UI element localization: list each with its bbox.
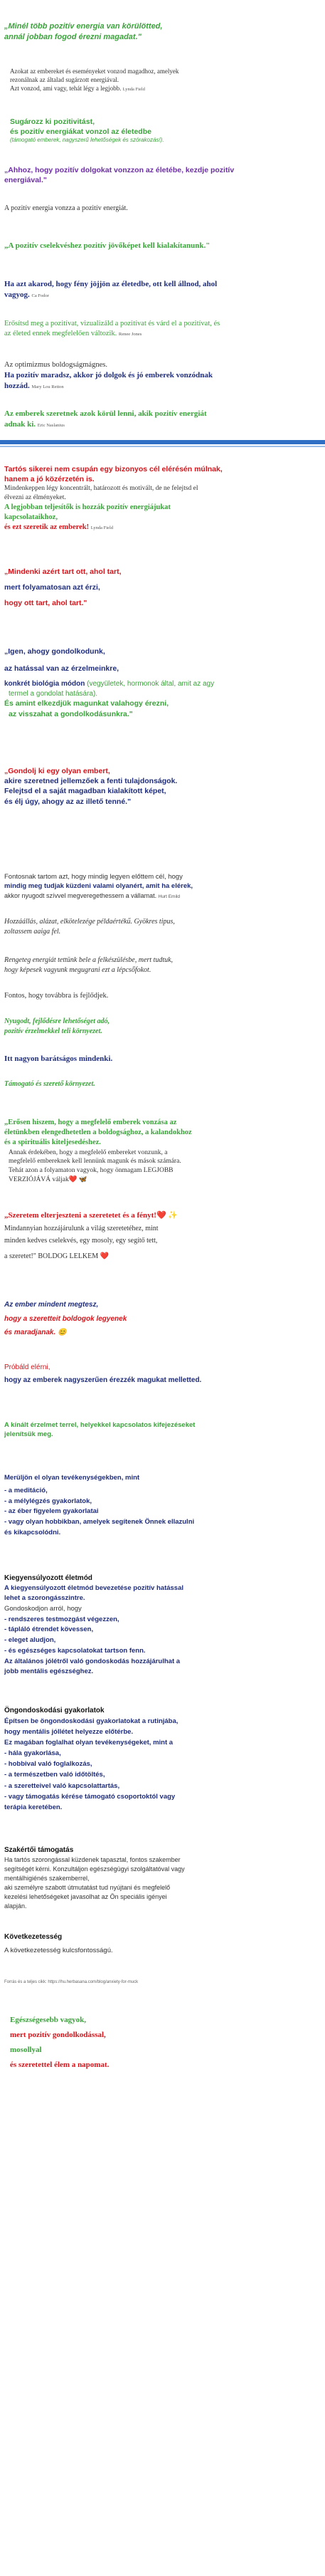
quote-line: Az optimizmus boldogságmágnes. <box>4 361 107 369</box>
section-line: - eleget aludjon, <box>4 1636 56 1645</box>
section-line: terápia keretében. <box>4 1803 63 1811</box>
quote-line: és pozitív energiákat vonzol az életedbe <box>10 127 151 137</box>
section-line: Az általános jólétről való gondoskodás hozzájárulhat a <box>4 1657 181 1665</box>
quote-line: zoltassem aaiga fel. <box>4 927 61 936</box>
quote-people-like <box>0 409 325 430</box>
quote-line: jelenítsük meg. <box>4 1430 53 1438</box>
section-line: - a természetben való időtöltés, <box>4 1771 105 1779</box>
list-item: és kikapcsolódni. <box>4 1528 61 1536</box>
heart-icon: ❤️ <box>100 1252 110 1260</box>
quote-text: adnak ki. <box>4 419 36 429</box>
quote-everyone <box>0 567 325 609</box>
quote-line: megfelelő embereknek kell lennünk magunk és mások számára. <box>9 1158 181 1166</box>
section-title: Következetesség <box>4 1933 63 1941</box>
quote-line: Egészségesebb vagyok, <box>10 2016 86 2024</box>
quote-line: élvezni az élményeket. <box>4 494 66 502</box>
quote-success <box>0 464 325 533</box>
quote-line: rezonálnak az általad sugárzott energiával. <box>10 76 119 84</box>
quote-line: mosollyal <box>10 2045 42 2054</box>
quote-line: kapcsolataikhoz, <box>4 513 58 522</box>
quote-line: az visszahat a gondolkodásunkra." <box>9 709 133 718</box>
quote-author: Hurt Emild <box>158 894 180 899</box>
quote-line: annál jobban fogod érezni magadat." <box>4 32 142 41</box>
list-item: - a mélylégzés gyakorlatok, <box>4 1497 92 1505</box>
section-line: - és egészséges kapcsolatokat tartson fenn. <box>4 1646 146 1655</box>
heart-sparkle-icon: ❤️ ✨ <box>156 1211 179 1220</box>
section-self-care <box>0 1706 325 1813</box>
quote-line: Tehát azon a folyamaton vagyok, hogy önmagam LEGJOBB <box>9 1167 174 1175</box>
section-line: A következetesség kulcsfontosságú. <box>4 1946 113 1954</box>
quote-line: és élj úgy, ahogy az az illető tenné." <box>4 797 132 806</box>
activity-items <box>0 1486 325 1539</box>
section-consistency <box>0 1932 325 1955</box>
quote-start-positive <box>0 165 325 185</box>
quote-text: vagyog. <box>4 290 30 299</box>
section-line: kezelési lehetőségeket javasolhat az Ön speciális igényei <box>4 1892 167 1900</box>
quote-line <box>0 381 325 392</box>
quote-line: És amint elkezdjük magunkat valahogy érezni, <box>4 699 169 708</box>
quote-line: Az emberek szeretnek azok körül lenni, akik pozitív energiát <box>4 409 207 418</box>
quote-develop <box>0 991 325 1001</box>
source-link[interactable]: Forrás és a teljes cikk: https://hu.herbasana.com/blog/anxiety-for-muck <box>4 1980 139 1984</box>
quote-line: pozitív érzelmekkel teli környezet. <box>4 1027 102 1035</box>
section-line: - tápláló étrendet kövessen, <box>4 1625 94 1634</box>
quote-line: „Erősen hiszem, hogy a megfelelő emberek vonzása az <box>4 1119 177 1126</box>
quote-text: Fontosnak tartom azt, hogy mindig legyen előttem cél, hogy <box>4 873 183 881</box>
section-line: hogy mentális jóllétet helyezze előtérbe. <box>4 1727 134 1736</box>
quote-line: hogy képesek vagyunk megugrani ezt a lépcsőfokot. <box>4 965 151 974</box>
section-line: aki személyre szabott útmutatást tud nyújtani és megfelelő <box>4 1883 171 1891</box>
quote-author: Lynda Field <box>122 87 145 93</box>
quote-attitude <box>0 917 325 936</box>
quote-line: energiával." <box>4 176 47 185</box>
section-title: Szakértői támogatás <box>4 1846 74 1854</box>
quote-feel-great <box>0 1363 325 1385</box>
quote-text: és maradjanak. <box>4 1329 56 1336</box>
quote-line: hogy a szeretteit boldogok legyenek <box>4 1314 127 1323</box>
quote-line: Tartós sikerei nem csupán egy bizonyos cél elérésén múlnak, <box>4 465 223 473</box>
section-line: - hála gyakorlása, <box>4 1749 61 1758</box>
quote-line: hanem a jó közérzetén is. <box>4 475 95 484</box>
quote-text: konkrét biológia módon <box>4 680 85 688</box>
quote-author: Ca Fodor <box>31 293 49 298</box>
quote-line: Próbáld elérni, <box>4 1363 50 1371</box>
section-line: alapján. <box>4 1902 27 1910</box>
quote-line: Ha azt akarod, hogy fény jöjjön az életedbe, ott kell állnod, ahol <box>4 280 218 288</box>
quote-line: és szeretettel élem a napomat. <box>10 2060 110 2069</box>
quote-line: Rengeteg energiát tettünk bele a felkészülésbe, mert tudtuk, <box>4 956 174 964</box>
section-line: - vagy támogatás kérése támogató csoportoktól vagy <box>4 1792 176 1801</box>
section-line: Gondoskodjon arról, hogy <box>4 1604 82 1613</box>
quote-text: a szeretet!" BOLDOG LELKEM <box>4 1252 99 1260</box>
quote-line: „A pozitív cselekvéshez pozitív jövőképet kell kialakítanunk." <box>4 241 211 250</box>
quote-affirm <box>0 319 325 339</box>
quote-text: akkor nyugodt szívvel megveregethessem a vállamat. <box>4 891 157 899</box>
quote-supportive <box>0 1079 325 1089</box>
quote-line: A kínált érzelmet terrel, helyekkel kapcsolatos kifejezéseket <box>4 1421 196 1429</box>
quote-line <box>0 329 325 339</box>
quote-line: „Igen, ahogy gondolkodunk, <box>4 647 105 656</box>
quote-line: és a spirituális kiteljesedéshez. <box>4 1138 101 1147</box>
section-balanced-lifestyle <box>0 1574 325 1677</box>
quote-line <box>0 1252 325 1262</box>
quote-line: „Minél több pozitív energia van körülötted, <box>4 22 163 31</box>
quote-line: Az ember mindent megtesz, <box>4 1301 99 1309</box>
quote-line: akire szeretned jellemzőek a fenti tulajdonságok. <box>4 777 178 786</box>
quote-line: A legjobban teljesítők is hozzák pozitív energiájukat <box>4 503 171 511</box>
quote-healthier <box>0 2015 325 2070</box>
section-line: - a szeretteivel való kapcsolattartás, <box>4 1781 120 1790</box>
quote-positive-energy <box>0 21 325 43</box>
quote-line: (támogató emberek, nagyszerű lehetőségek és szórakozás!). <box>10 137 164 144</box>
quote-imagine <box>0 766 325 807</box>
divider-bar <box>0 446 325 447</box>
quote-line: „Ahhoz, hogy pozitív dolgokat vonzzon az életébe, kezdje pozitív <box>4 166 235 174</box>
quote-line: Mindenkeppen légy koncentrált, határozott és motivált, de ne felejtsd el <box>4 485 198 493</box>
quote-author: Renee Jones <box>118 332 142 337</box>
section-line: Ha tartós szorongással küzdenek tapasztal, fontos szakember <box>4 1855 181 1863</box>
quote-line: Azokat az embereket és eseményeket vonzod magadhoz, amelyek <box>10 68 179 75</box>
quote-line <box>0 679 325 689</box>
quote-optimism <box>0 360 325 392</box>
quote-line: „Gondolj ki egy olyan embert, <box>4 767 110 775</box>
section-line: - hobbival való foglalkozás, <box>4 1760 92 1769</box>
quote-light <box>0 279 325 300</box>
quote-line: Felejtsd el a saját magadban kialakított képet, <box>4 787 166 796</box>
quote-line: minden kedves cselekvés, egy mosoly, egy segítő tett, <box>4 1237 158 1245</box>
quote-author: Mary Lou Retton <box>31 384 64 390</box>
quote-text: az életed ennek megfelelően változik. <box>4 330 117 338</box>
quote-line: Sugározz ki pozitivitást, <box>10 117 95 126</box>
quote-text: (vegyületek, hormonok által, amit az agy <box>85 680 215 688</box>
quote-line: mindig meg tudjak küzdeni valami olyanért, amit ha elérek, <box>4 881 193 890</box>
quote-loved-ones <box>0 1300 325 1338</box>
section-expert-support <box>0 1845 325 1911</box>
quote-right-people <box>0 1118 325 1185</box>
section-line: Építsen be öngondoskodási gyakorlatokat a rutinjába, <box>4 1717 179 1725</box>
section-title: Kiegyensúlyozott életmód <box>4 1574 92 1582</box>
quote-friendly <box>0 1054 325 1064</box>
section-line: Ez magában foglalhat olyan tevékenységeket, mint a <box>4 1738 174 1747</box>
quote-text: „Szeretem elterjeszteni a szeretetet és a fényt! <box>4 1211 156 1220</box>
quote-line: termel a gondolat hatására). <box>9 689 98 698</box>
section-line: A kiegyensúlyozott életmód bevezetése pozitív hatással <box>4 1583 184 1592</box>
quote-line <box>0 873 325 882</box>
quote-line: Itt nagyon barátságos mindenki. <box>4 1054 113 1063</box>
quote-line: Ha pozitív maradsz, akkor jó dolgok és jó emberek vonzódnak <box>4 371 213 380</box>
quote-line: hogy az emberek nagyszerűen érezzék magukat melletted. <box>4 1376 202 1384</box>
quote-vision <box>0 241 325 251</box>
quote-line: Erősítsd meg a pozitívat, vizualizáld a pozitívat és várd el a pozitívat, és <box>4 320 220 328</box>
section-line: - rendszeres testmozgást végezzen, <box>4 1615 119 1623</box>
list-intro: Merüljön el olyan tevékenységekben, mint <box>4 1474 140 1482</box>
quote-line: az hatással van az érzelmeinkre, <box>4 664 119 674</box>
quote-line: hogy ott tart, ahol tart." <box>4 599 87 608</box>
quote-attract-people <box>0 67 325 93</box>
quote-line <box>0 523 325 533</box>
section-line: mentálhigiénés szakemberrel, <box>4 1874 90 1882</box>
section-line: segítségét kérni. Konzultáljon egészségügyi szolgáltatóval vagy <box>4 1865 185 1873</box>
divider-bar <box>0 440 325 444</box>
quote-line <box>0 290 325 300</box>
quote-text: és ezt szeretik az emberek! <box>4 523 90 532</box>
quote-line: Hozzáállás, alázat, elkötelezége példaértékű. Gyökres tipus, <box>4 918 175 926</box>
quote-emotion-places <box>0 1421 325 1440</box>
quote-line: életünkben elengedhetetlen a boldogsághoz, a kalandokhoz <box>4 1129 192 1137</box>
quote-environment <box>0 1017 325 1036</box>
quote-line: Annak érdekében, hogy a megfelelő embereket vonzunk, a <box>9 1148 168 1156</box>
quote-line: A pozitív energia vonzza a pozitív energiát. <box>4 204 128 212</box>
quote-line: mert folyamatosan azt érzi, <box>4 583 100 592</box>
heart-butterfly-icon: ❤️ 🦋 <box>68 1176 87 1183</box>
quote-energy-attracts <box>0 204 325 214</box>
section-line: jobb mentális egészséghez. <box>4 1667 94 1676</box>
quote-line: Nyugodt, fejlődésre lehetőséget adó, <box>4 1017 110 1025</box>
quote-line <box>0 1176 325 1185</box>
quote-preparation <box>0 955 325 975</box>
list-item: - az éber figyelem gyakorlatai <box>4 1507 99 1516</box>
quote-thinking <box>0 646 325 719</box>
activities-list <box>0 1474 325 1538</box>
quote-line: „Mindenki azért tart ott, ahol tart, <box>4 567 122 576</box>
quote-line: Fontos, hogy továbbra is fejlődjek. <box>4 992 109 1000</box>
list-item: - a meditáció, <box>4 1486 48 1494</box>
quote-text: VERZIÓJÁVÁ váljak <box>9 1176 69 1183</box>
quote-goal <box>0 873 325 900</box>
section-title: Öngondoskodási gyakorlatok <box>4 1707 105 1714</box>
quote-line <box>0 891 325 901</box>
quote-line <box>0 1210 325 1221</box>
quote-line: mert pozitív gondolkodással, <box>10 2030 106 2039</box>
quote-spread-love <box>0 1210 325 1261</box>
quote-line <box>0 419 325 430</box>
quote-radiate-positivity <box>0 117 325 145</box>
quote-text: Azt vonzod, ami vagy, tehát légy a legjobb. <box>10 85 122 93</box>
quote-line <box>0 1328 325 1338</box>
quote-line <box>0 84 325 93</box>
list-item: - vagy olyan hobbikban, amelyek segítenek Önnek ellazulni <box>4 1517 195 1526</box>
quote-author: Lynda Field <box>90 525 113 531</box>
quote-line: Mindannyian hozzájárulunk a világ szeretetéhez, mint <box>4 1224 159 1232</box>
quote-text: hozzád. <box>4 382 30 391</box>
section-line: lehet a szorongásszintre. <box>4 1594 85 1603</box>
quote-line: Támogató és szerető környezet. <box>4 1080 95 1088</box>
smile-icon: 😊 <box>58 1329 67 1336</box>
source-line <box>0 1979 325 1985</box>
quote-author: Eric Naslanius <box>37 422 65 428</box>
